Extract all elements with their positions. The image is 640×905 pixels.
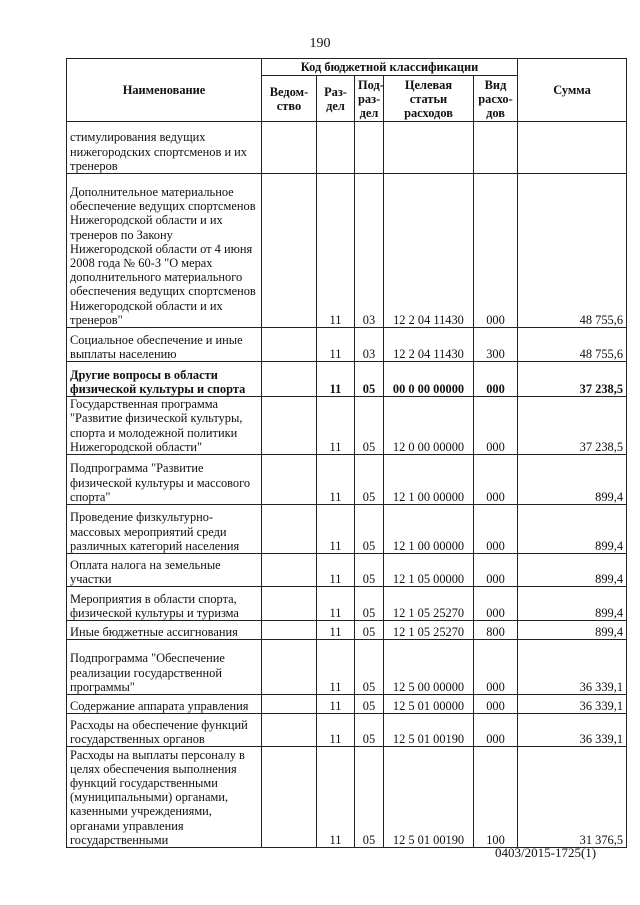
cell-sum: 899,4 xyxy=(518,587,627,621)
cell-sum: 36 339,1 xyxy=(518,640,627,695)
cell-vedomstvo xyxy=(262,362,317,397)
cell-vedomstvo xyxy=(262,455,317,505)
cell-target-article: 12 1 05 00000 xyxy=(384,554,474,587)
cell-name: Иные бюджетные ассигнования xyxy=(67,621,262,640)
table-row xyxy=(67,455,627,505)
cell-podrazdel: 05 xyxy=(355,455,384,505)
cell-target-article xyxy=(384,122,474,174)
cell-expense-type: 000 xyxy=(474,174,518,328)
cell-target-article: 12 2 04 11430 xyxy=(384,174,474,328)
table-row xyxy=(67,554,627,587)
cell-razdel: 11 xyxy=(317,587,355,621)
cell-razdel: 11 xyxy=(317,174,355,328)
cell-name: Подпрограмма "Обеспечение реализации государственной программы" xyxy=(67,640,262,695)
cell-razdel: 11 xyxy=(317,747,355,848)
cell-razdel: 11 xyxy=(317,397,355,455)
header-target-article: Целевая статьи расходов xyxy=(384,76,474,122)
cell-vedomstvo xyxy=(262,714,317,747)
cell-vedomstvo xyxy=(262,587,317,621)
cell-razdel: 11 xyxy=(317,554,355,587)
cell-vedomstvo xyxy=(262,640,317,695)
cell-sum: 37 238,5 xyxy=(518,397,627,455)
cell-sum: 36 339,1 xyxy=(518,714,627,747)
cell-name: Оплата налога на земельные участки xyxy=(67,554,262,587)
header-podrazdel: Под-раз-дел xyxy=(355,76,384,122)
table-row xyxy=(67,122,627,174)
cell-podrazdel: 03 xyxy=(355,174,384,328)
cell-expense-type xyxy=(474,122,518,174)
cell-target-article: 12 5 01 00190 xyxy=(384,747,474,848)
table-row xyxy=(67,640,627,695)
cell-name: Расходы на выплаты персоналу в целях обеспечения выполнения функций государственными (муниципальными) органами, казенными учреждениями, органами управления государственными xyxy=(67,747,262,848)
cell-name: Подпрограмма "Развитие физической культуры и массового спорта" xyxy=(67,455,262,505)
cell-expense-type: 100 xyxy=(474,747,518,848)
cell-vedomstvo xyxy=(262,621,317,640)
cell-vedomstvo xyxy=(262,328,317,362)
table-row xyxy=(67,714,627,747)
table-row xyxy=(67,695,627,714)
cell-razdel: 11 xyxy=(317,362,355,397)
cell-podrazdel: 05 xyxy=(355,695,384,714)
cell-razdel: 11 xyxy=(317,621,355,640)
cell-podrazdel: 03 xyxy=(355,328,384,362)
cell-sum: 48 755,6 xyxy=(518,174,627,328)
cell-podrazdel: 05 xyxy=(355,640,384,695)
budget-table xyxy=(66,58,627,848)
cell-expense-type: 000 xyxy=(474,554,518,587)
cell-expense-type: 000 xyxy=(474,505,518,554)
cell-sum xyxy=(518,122,627,174)
cell-name: Содержание аппарата управления xyxy=(67,695,262,714)
cell-vedomstvo xyxy=(262,747,317,848)
cell-target-article: 12 5 00 00000 xyxy=(384,640,474,695)
cell-razdel: 11 xyxy=(317,714,355,747)
cell-podrazdel: 05 xyxy=(355,554,384,587)
header-name: Наименование xyxy=(67,59,262,122)
cell-podrazdel: 05 xyxy=(355,714,384,747)
cell-expense-type: 300 xyxy=(474,328,518,362)
cell-podrazdel: 05 xyxy=(355,747,384,848)
table-body xyxy=(67,122,627,848)
cell-vedomstvo xyxy=(262,505,317,554)
table-header xyxy=(67,59,627,122)
cell-expense-type: 000 xyxy=(474,362,518,397)
cell-podrazdel: 05 xyxy=(355,621,384,640)
cell-target-article: 12 1 00 00000 xyxy=(384,505,474,554)
cell-name: Другие вопросы в области физической культуры и спорта xyxy=(67,362,262,397)
cell-name: Дополнительное материальное обеспечение ведущих спортсменов Нижегородской области и их тренеров по Закону Нижегородской области от 4 июня 2008 года № 60-З "О мерах дополнительного материального обеспечения ведущих спортсменов Нижегородской области и их тренеров" xyxy=(67,174,262,328)
cell-vedomstvo xyxy=(262,554,317,587)
cell-name: Расходы на обеспечение функций государственных органов xyxy=(67,714,262,747)
cell-expense-type: 800 xyxy=(474,621,518,640)
cell-name: Мероприятия в области спорта, физической культуры и туризма xyxy=(67,587,262,621)
cell-vedomstvo xyxy=(262,174,317,328)
cell-podrazdel xyxy=(355,122,384,174)
cell-sum: 48 755,6 xyxy=(518,328,627,362)
cell-target-article: 12 1 05 25270 xyxy=(384,587,474,621)
document-code: 0403/2015-1725(1) xyxy=(495,845,597,860)
page-number: 190 xyxy=(309,36,331,51)
table-row xyxy=(67,362,627,397)
table-row xyxy=(67,328,627,362)
cell-podrazdel: 05 xyxy=(355,505,384,554)
cell-sum: 899,4 xyxy=(518,505,627,554)
cell-sum: 899,4 xyxy=(518,621,627,640)
cell-sum: 36 339,1 xyxy=(518,695,627,714)
cell-podrazdel: 05 xyxy=(355,362,384,397)
cell-target-article: 12 5 01 00190 xyxy=(384,714,474,747)
cell-name: Государственная программа "Развитие физической культуры, спорта и молодежной политики Нижегородской области" xyxy=(67,397,262,455)
cell-razdel xyxy=(317,122,355,174)
cell-razdel: 11 xyxy=(317,455,355,505)
cell-vedomstvo xyxy=(262,397,317,455)
cell-expense-type: 000 xyxy=(474,455,518,505)
cell-sum: 899,4 xyxy=(518,554,627,587)
table-row xyxy=(67,174,627,328)
cell-razdel: 11 xyxy=(317,695,355,714)
header-razdel: Раз-дел xyxy=(317,76,355,122)
cell-target-article: 12 5 01 00000 xyxy=(384,695,474,714)
header-expense-type: Вид расхо-дов xyxy=(474,76,518,122)
cell-expense-type: 000 xyxy=(474,714,518,747)
cell-expense-type: 000 xyxy=(474,587,518,621)
table-row xyxy=(67,397,627,455)
cell-target-article: 12 2 04 11430 xyxy=(384,328,474,362)
cell-target-article: 12 1 05 25270 xyxy=(384,621,474,640)
cell-podrazdel: 05 xyxy=(355,587,384,621)
cell-name: Социальное обеспечение и иные выплаты населению xyxy=(67,328,262,362)
cell-target-article: 12 0 00 00000 xyxy=(384,397,474,455)
cell-sum: 899,4 xyxy=(518,455,627,505)
header-vedomstvo: Ведом-ство xyxy=(262,76,317,122)
cell-target-article: 00 0 00 00000 xyxy=(384,362,474,397)
cell-name: стимулирования ведущих нижегородских спортсменов и их тренеров xyxy=(67,122,262,174)
cell-vedomstvo xyxy=(262,122,317,174)
cell-razdel: 11 xyxy=(317,505,355,554)
cell-target-article: 12 1 00 00000 xyxy=(384,455,474,505)
header-sum: Сумма xyxy=(518,59,627,122)
cell-razdel: 11 xyxy=(317,328,355,362)
cell-sum: 37 238,5 xyxy=(518,362,627,397)
table-row xyxy=(67,587,627,621)
cell-expense-type: 000 xyxy=(474,397,518,455)
cell-expense-type: 000 xyxy=(474,695,518,714)
table-row xyxy=(67,505,627,554)
table-row xyxy=(67,621,627,640)
cell-vedomstvo xyxy=(262,695,317,714)
cell-name: Проведение физкультурно-массовых мероприятий среди различных категорий населения xyxy=(67,505,262,554)
cell-expense-type: 000 xyxy=(474,640,518,695)
table-row xyxy=(67,747,627,848)
cell-razdel: 11 xyxy=(317,640,355,695)
header-classification-code: Код бюджетной классификации xyxy=(262,59,518,76)
cell-sum: 31 376,5 xyxy=(518,747,627,848)
cell-podrazdel: 05 xyxy=(355,397,384,455)
